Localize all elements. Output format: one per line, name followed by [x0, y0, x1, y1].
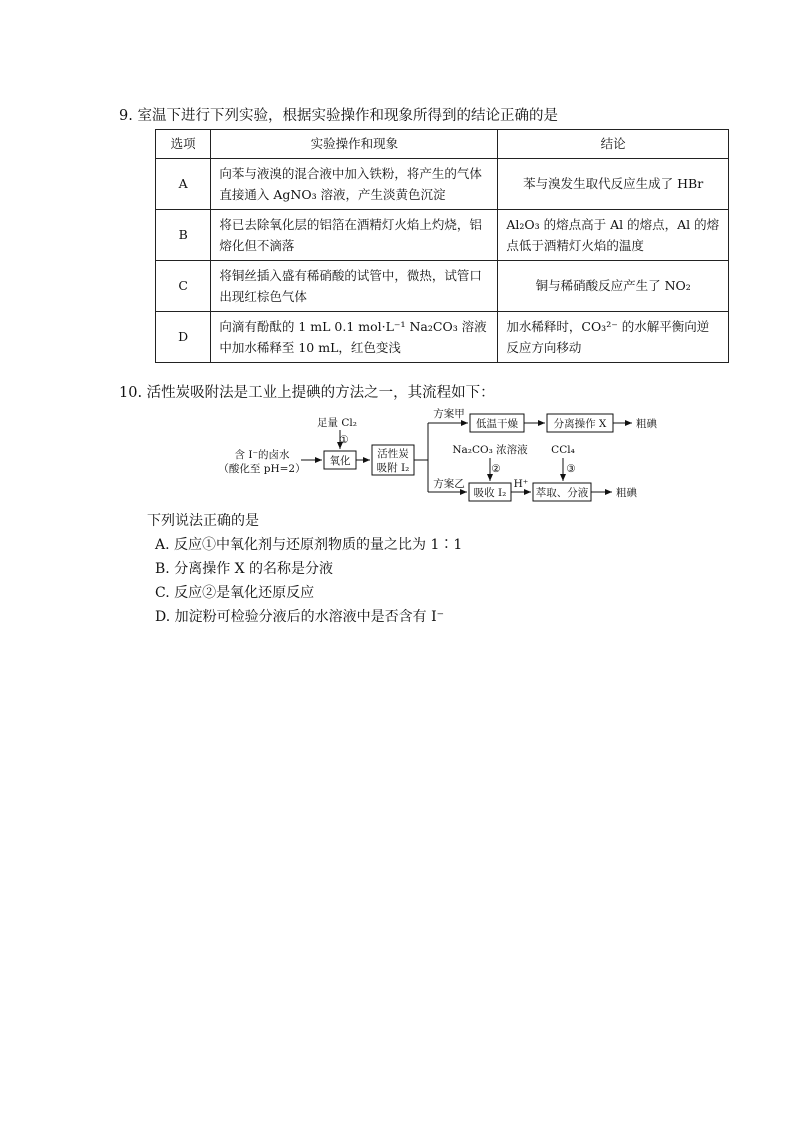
question-10-stem: 下列说法正确的是: [147, 513, 259, 529]
separate-label: 分离操作 X: [553, 418, 607, 430]
input-label-2: （酸化至 pH=2）: [218, 463, 306, 475]
row-conclusion: 苯与溴发生取代反应生成了 HBr: [498, 159, 729, 210]
question-9-title: 9. 室温下进行下列实验，根据实验操作和现象所得到的结论正确的是: [119, 108, 558, 124]
row-option: C: [156, 261, 211, 312]
absorb-label: 吸收 I₂: [473, 487, 507, 499]
crude-iodine-label-2: 粗碘: [616, 487, 637, 499]
row-option: A: [156, 159, 211, 210]
choice-b: B. 分离操作 X 的名称是分液: [155, 561, 334, 577]
row-conclusion: 加水稀释时，CO₃²⁻ 的水解平衡向逆反应方向移动: [498, 312, 729, 363]
row-conclusion: Al₂O₃ 的熔点高于 Al 的熔点，Al 的熔点低于酒精灯火焰的温度: [498, 210, 729, 261]
question-10-choices: [147, 509, 462, 629]
plan-a-label: 方案甲: [433, 408, 465, 420]
na2co3-label: Na₂CO₃ 浓溶液: [452, 444, 528, 456]
oxidize-label: 氧化: [329, 455, 351, 467]
adsorb-label-1: 活性炭: [377, 448, 409, 460]
header-procedure: 实验操作和现象: [211, 130, 498, 159]
choice-a: A. 反应①中氧化剂与还原剂物质的量之比为 1∶1: [155, 537, 463, 553]
adsorb-label-2: 吸附 I₂: [376, 462, 410, 474]
row-conclusion: 铜与稀硝酸反应产生了 NO₂: [498, 261, 729, 312]
hplus-label: H⁺: [513, 478, 529, 490]
crude-iodine-label-1: 粗碘: [636, 418, 657, 430]
header-conclusion: 结论: [498, 130, 729, 159]
row-option: B: [156, 210, 211, 261]
question-10-title: 10. 活性炭吸附法是工业上提碘的方法之一，其流程如下：: [119, 385, 495, 401]
row-procedure: 向苯与液溴的混合液中加入铁粉，将产生的气体直接通入 AgNO₃ 溶液，产生淡黄色沉淀: [211, 159, 498, 210]
step-1-marker: ①: [339, 434, 349, 446]
step-2-marker: ②: [491, 463, 501, 475]
row-procedure: 将铜丝插入盛有稀硝酸的试管中，微热，试管口出现红棕色气体: [211, 261, 498, 312]
cl2-label: 足量 Cl₂: [317, 417, 357, 429]
row-option: D: [156, 312, 211, 363]
dry-label: 低温干燥: [476, 418, 518, 430]
choice-c: C. 反应②是氧化还原反应: [155, 585, 315, 601]
extract-label: 萃取、分液: [535, 487, 589, 499]
iodine-process-flowchart: [0, 0, 794, 520]
step-3-marker: ③: [566, 463, 576, 475]
row-procedure: 向滴有酚酞的 1 mL 0.1 mol·L⁻¹ Na₂CO₃ 溶液中加水稀释至 10 mL，红色变浅: [211, 312, 498, 363]
input-label-1: 含 I⁻的卤水: [234, 449, 290, 461]
row-procedure: 将已去除氧化层的铝箔在酒精灯火焰上灼烧，铝熔化但不滴落: [211, 210, 498, 261]
choice-d: D. 加淀粉可检验分液后的水溶液中是否含有 I⁻: [155, 609, 444, 625]
ccl4-label: CCl₄: [551, 444, 575, 456]
header-option: 选项: [156, 130, 211, 159]
plan-b-label: 方案乙: [433, 478, 465, 490]
